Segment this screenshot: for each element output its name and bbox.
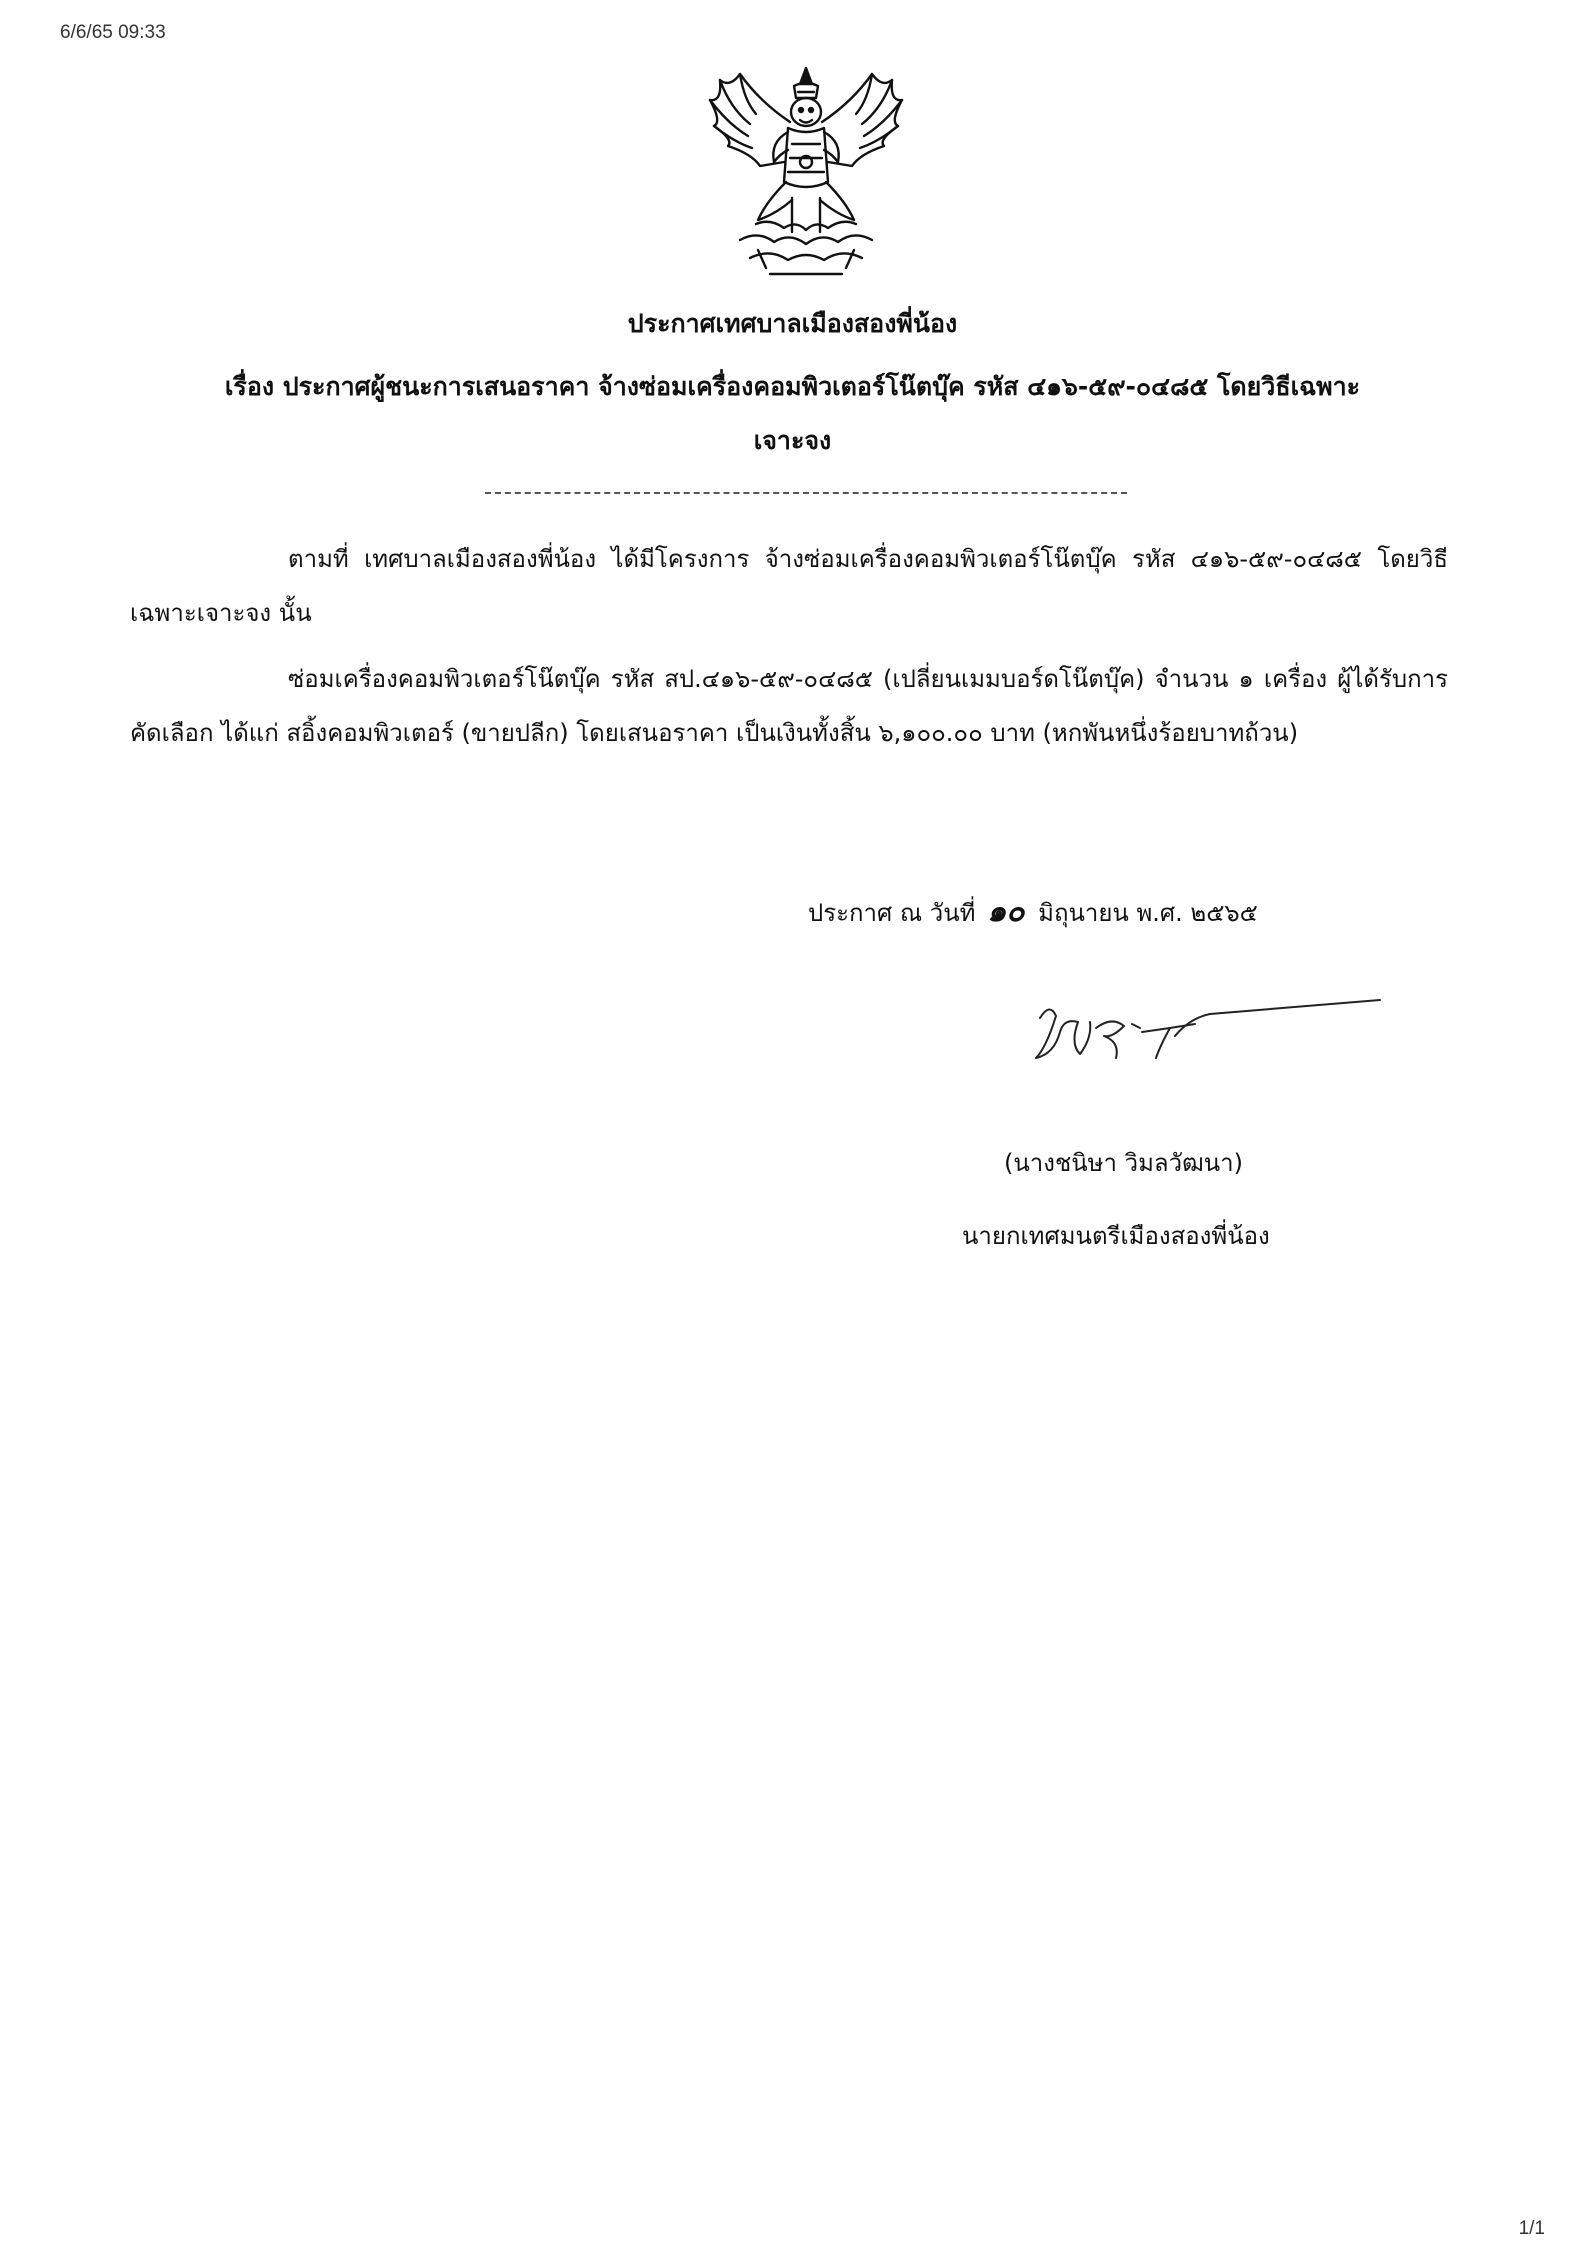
- subject-line-continued: เจาะจง: [753, 426, 832, 455]
- page-count: 1/1: [1518, 2218, 1545, 2239]
- body-paragraph-1-text: ตามที่ เทศบาลเมืองสองพี่น้อง ได้มีโครงการ จ้างซ่อมเครื่องคอมพิวเตอร์โน๊ตบุ๊ค รหัส ๔๑๖-๕๙-๐๔๘๕ โดยวิธีเฉพาะเจาะจง นั้น: [130, 545, 1448, 627]
- handwritten-signature: [1020, 988, 1390, 1078]
- signer-position: นายกเทศมนตรีเมืองสองพี่น้อง: [962, 1222, 1270, 1250]
- garuda-emblem-icon: [700, 62, 912, 284]
- date-month-year: มิถุนายน พ.ศ. ๒๕๖๕: [1038, 899, 1258, 927]
- body-paragraph-2-text: ซ่อมเครื่องคอมพิวเตอร์โน๊ตบุ๊ค รหัส สป.๔๑๖-๕๙-๐๔๘๕ (เปลี่ยนเมมบอร์ดโน๊ตบุ๊ค) จำนวน ๑ เครื่อง ผู้ได้รับการคัดเลือก ได้แก่ สอิ้งคอมพิวเตอร์ (ขายปลีก) โดยเสนอราคา เป็นเงินทั้งสิ้น ๖,๑๐๐.๐๐ บาท (หกพันหนึ่งร้อยบาทถ้วน): [130, 665, 1448, 747]
- print-timestamp: 6/6/65 09:33: [60, 22, 166, 43]
- subject-line: เรื่อง ประกาศผู้ชนะการเสนอราคา จ้างซ่อมเครื่องคอมพิวเตอร์โน๊ตบุ๊ค รหัส ๔๑๖-๕๙-๐๔๘๕ โดยวิธีเฉพาะ: [224, 372, 1361, 401]
- announcement-title: ประกาศเทศบาลเมืองสองพี่น้อง: [627, 309, 958, 338]
- dashed-divider: [485, 492, 1127, 494]
- body-paragraph-2: [130, 652, 1448, 760]
- date-prefix: ประกาศ ณ วันที่: [808, 899, 976, 927]
- body-paragraph-1: [130, 532, 1448, 640]
- announcement-date: [808, 888, 1258, 935]
- signer-name: (นางชนิษา วิมลวัฒนา): [1004, 1149, 1243, 1177]
- date-day-handwritten: ๑๐: [987, 894, 1025, 929]
